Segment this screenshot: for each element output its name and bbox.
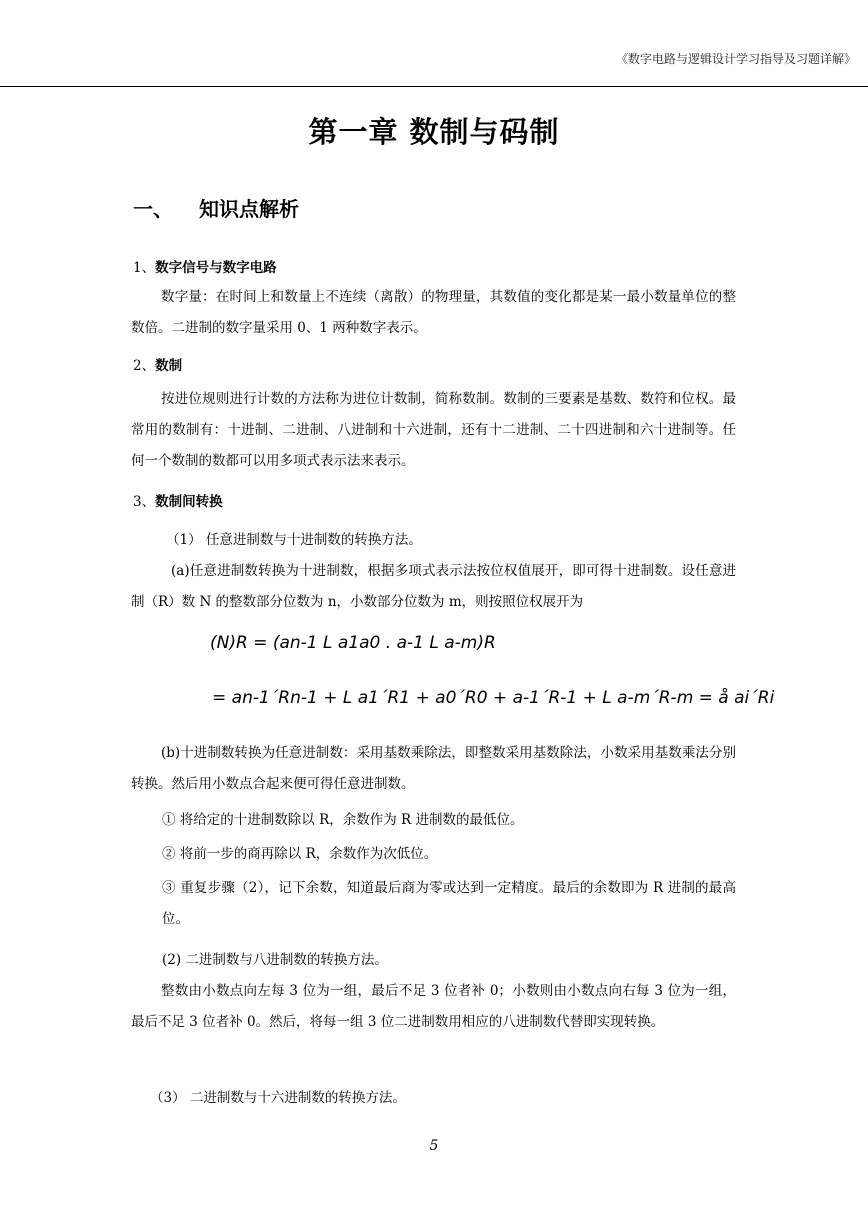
item-1: （1） 任意进制数与十进制数的转换方法。 — [166, 532, 422, 548]
header-divider — [0, 86, 868, 87]
formula-polynomial-2: = an-1´Rn-1 + L a1´R1 + a0´R0 + a-1´R-1 + L a-m´R-m = å ai´Ri — [212, 688, 775, 708]
chapter-title: 第一章 数制与码制 — [308, 115, 560, 149]
formula-polynomial-1: (N)R = (an-1 L a1a0 . a-1 L a-m)R — [210, 633, 496, 653]
section-number: 一、 — [133, 197, 173, 221]
paragraph-binary-octal: 整数由小数点向左每 3 位为一组，最后不足 3 位者补 0；小数则由小数点向右每 3 位为一组，最后不足 3 位者补 0。然后，将每一组 3 位二进制数用相应的八进制数代替即实现转换。 — [131, 983, 736, 1030]
subheading-2 — [133, 354, 182, 374]
step-1: ① 将给定的十进制数除以 R，余数作为 R 进制数的最低位。 — [162, 812, 524, 828]
page-number: 5 — [429, 1138, 439, 1154]
step-2: ② 将前一步的商再除以 R，余数作为次低位。 — [162, 846, 438, 862]
subheading-3-number: 3、 — [133, 494, 156, 510]
paragraph-any-to-decimal: (a)任意进制数转换为十进制数，根据多项式表示法按位权值展开，即可得十进制数。设任意进制（R）数 N 的整数部分位数为 n，小数部分位数为 m，则按照位权展开为 — [131, 563, 736, 610]
subheading-2-title: 数制 — [155, 358, 183, 374]
running-header: 《数字电路与逻辑设计学习指导及习题详解》 — [615, 52, 856, 66]
paragraph-digital-quantity: 数字量：在时间上和数量上不连续（离散）的物理量，其数值的变化都是某一最小数量单位的整数倍。二进制的数字量采用 0、1 两种数字表示。 — [131, 289, 736, 336]
item-3: （3） 二进制数与十六进制数的转换方法。 — [150, 1090, 406, 1106]
subheading-1 — [133, 256, 277, 276]
subheading-2-number: 2、 — [133, 358, 156, 374]
section-heading — [133, 193, 299, 222]
paragraph-number-system: 按进位规则进行计数的方法称为进位计数制，简称数制。数制的三要素是基数、数符和位权。最常用的数制有：十进制、二进制、八进制和十六进制，还有十二进制、二十四进制和六十进制等。任何一个数制的数都可以用多项式表示法来表示。 — [131, 391, 736, 469]
paragraph-decimal-to-any: (b)十进制数转换为任意进制数：采用基数乘除法，即整数采用基数除法，小数采用基数乘法分别转换。然后用小数点合起来便可得任意进制数。 — [131, 745, 736, 792]
section-title: 知识点解析 — [199, 197, 299, 221]
item-2: (2) 二进制数与八进制数的转换方法。 — [162, 952, 388, 968]
subheading-1-number: 1、 — [133, 260, 156, 276]
subheading-3-title: 数制间转换 — [155, 494, 223, 510]
subheading-1-title: 数字信号与数字电路 — [155, 260, 277, 276]
step-3: ③ 重复步骤（2），记下余数，知道最后商为零或达到一定精度。最后的余数即为 R 进制的最高位。 — [162, 880, 736, 927]
subheading-3 — [133, 490, 223, 510]
